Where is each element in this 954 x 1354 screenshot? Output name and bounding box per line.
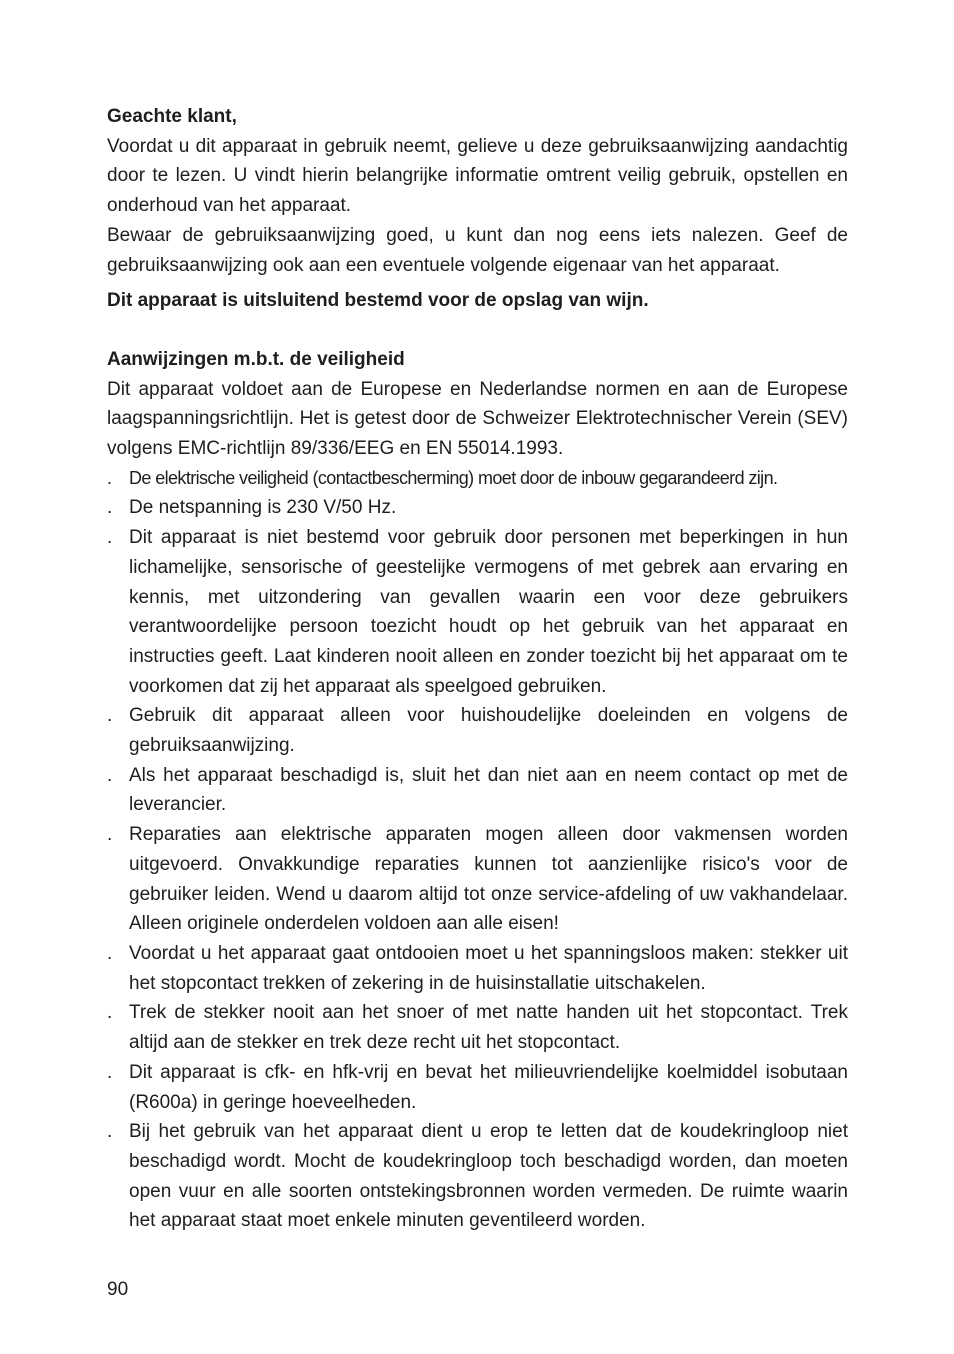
- list-item: . Dit apparaat is niet bestemd voor gebruik door personen met beperkingen in hun lichamelijke, sensorische of geestelijke vermogens of met gebrek aan ervaring en kennis, met uitzondering van gevallen waarin een voor deze gebruikers verantwoordelijke persoon toezicht houdt op het gebruik van het apparaat en instructies geeft. Laat kinderen nooit alleen en zonder toezicht bij het apparaat om te voorkomen dat zij het apparaat als speelgoed gebruiken.: [107, 523, 848, 701]
- bullet-marker: .: [107, 1002, 113, 1024]
- page-number: 90: [107, 1279, 129, 1300]
- intro-paragraph: Voordat u dit apparaat in gebruik neemt, gelieve u deze gebruiksaanwijzing aandachtig door te lezen. U vindt hierin belangrijke informatie omtrent veilig gebruik, opstellen en onderhoud van het apparaat.: [107, 135, 848, 217]
- list-item: . De netspanning is 230 V/50 Hz.: [107, 493, 848, 523]
- bullet-marker: .: [107, 705, 113, 727]
- list-item: . Trek de stekker nooit aan het snoer of met natte handen uit het stopcontact. Trek altijd aan de stekker en trek deze recht uit het stopcontact.: [107, 998, 848, 1057]
- bullet-marker: .: [107, 527, 113, 549]
- bullet-marker: .: [107, 824, 113, 846]
- bullet-marker: .: [107, 467, 112, 488]
- safety-list: [107, 464, 848, 1236]
- storage-paragraph: Bewaar de gebruiksaanwijzing goed, u kunt dan nog eens iets nalezen. Geef de gebruiksaanwijzing ook aan een eventuele volgende eigenaar van het apparaat.: [107, 224, 848, 276]
- list-item: . De elektrische veiligheid (contactbescherming) moet door de inbouw gegarandeerd zijn.: [107, 464, 848, 494]
- bullet-marker: .: [107, 497, 113, 519]
- page-content: [107, 102, 848, 1236]
- bullet-marker: .: [107, 942, 113, 964]
- usage-notice: Dit apparaat is uitsluitend bestemd voor de opslag van wijn.: [107, 290, 649, 312]
- greeting: Geachte klant,: [107, 106, 237, 127]
- list-item: . Bij het gebruik van het apparaat dient u erop te letten dat de koudekringloop niet beschadigd wordt. Mocht de koudekringloop toch beschadigd worden, dan moeten open vuur en alle soorten ontstekingsbronnen worden vermeden. De ruimte waarin het apparaat staat moet enkele minuten geventileerd worden.: [107, 1117, 848, 1236]
- bullet-marker: .: [107, 1061, 113, 1083]
- list-item: . Reparaties aan elektrische apparaten mogen alleen door vakmensen worden uitgevoerd. Onvakkundige reparaties kunnen tot aanzienlijke risico's voor de gebruiker leiden. Wend u daarom altijd tot onze service-afdeling of uw vakhandelaar. Alleen originele onderdelen voldoen aan alle eisen!: [107, 820, 848, 939]
- list-item: . Voordat u het apparaat gaat ontdooien moet u het spanningsloos maken: stekker uit het stopcontact trekken of zekering in de huisinstallatie uitschakelen.: [107, 939, 848, 998]
- safety-intro: Dit apparaat voldoet aan de Europese en Nederlandse normen en aan de Europese laagspanningsrichtlijn. Het is getest door de Schweizer Elektrotechnischer Verein (SEV) volgens EMC-richtlijn 89/336/EEG en EN 55014.1993.: [107, 378, 848, 460]
- list-item: . Dit apparaat is cfk- en hfk-vrij en bevat het milieuvriendelijke koelmiddel isobutaan (R600a) in geringe hoeveelheden.: [107, 1058, 848, 1117]
- list-item: . Gebruik dit apparaat alleen voor huishoudelijke doeleinden en volgens de gebruiksaanwijzing.: [107, 701, 848, 760]
- bullet-marker: .: [107, 1121, 113, 1143]
- bullet-marker: .: [107, 764, 113, 786]
- safety-heading: Aanwijzingen m.b.t. de veiligheid: [107, 348, 405, 370]
- list-item: . Als het apparaat beschadigd is, sluit het dan niet aan en neem contact op met de leverancier.: [107, 761, 848, 820]
